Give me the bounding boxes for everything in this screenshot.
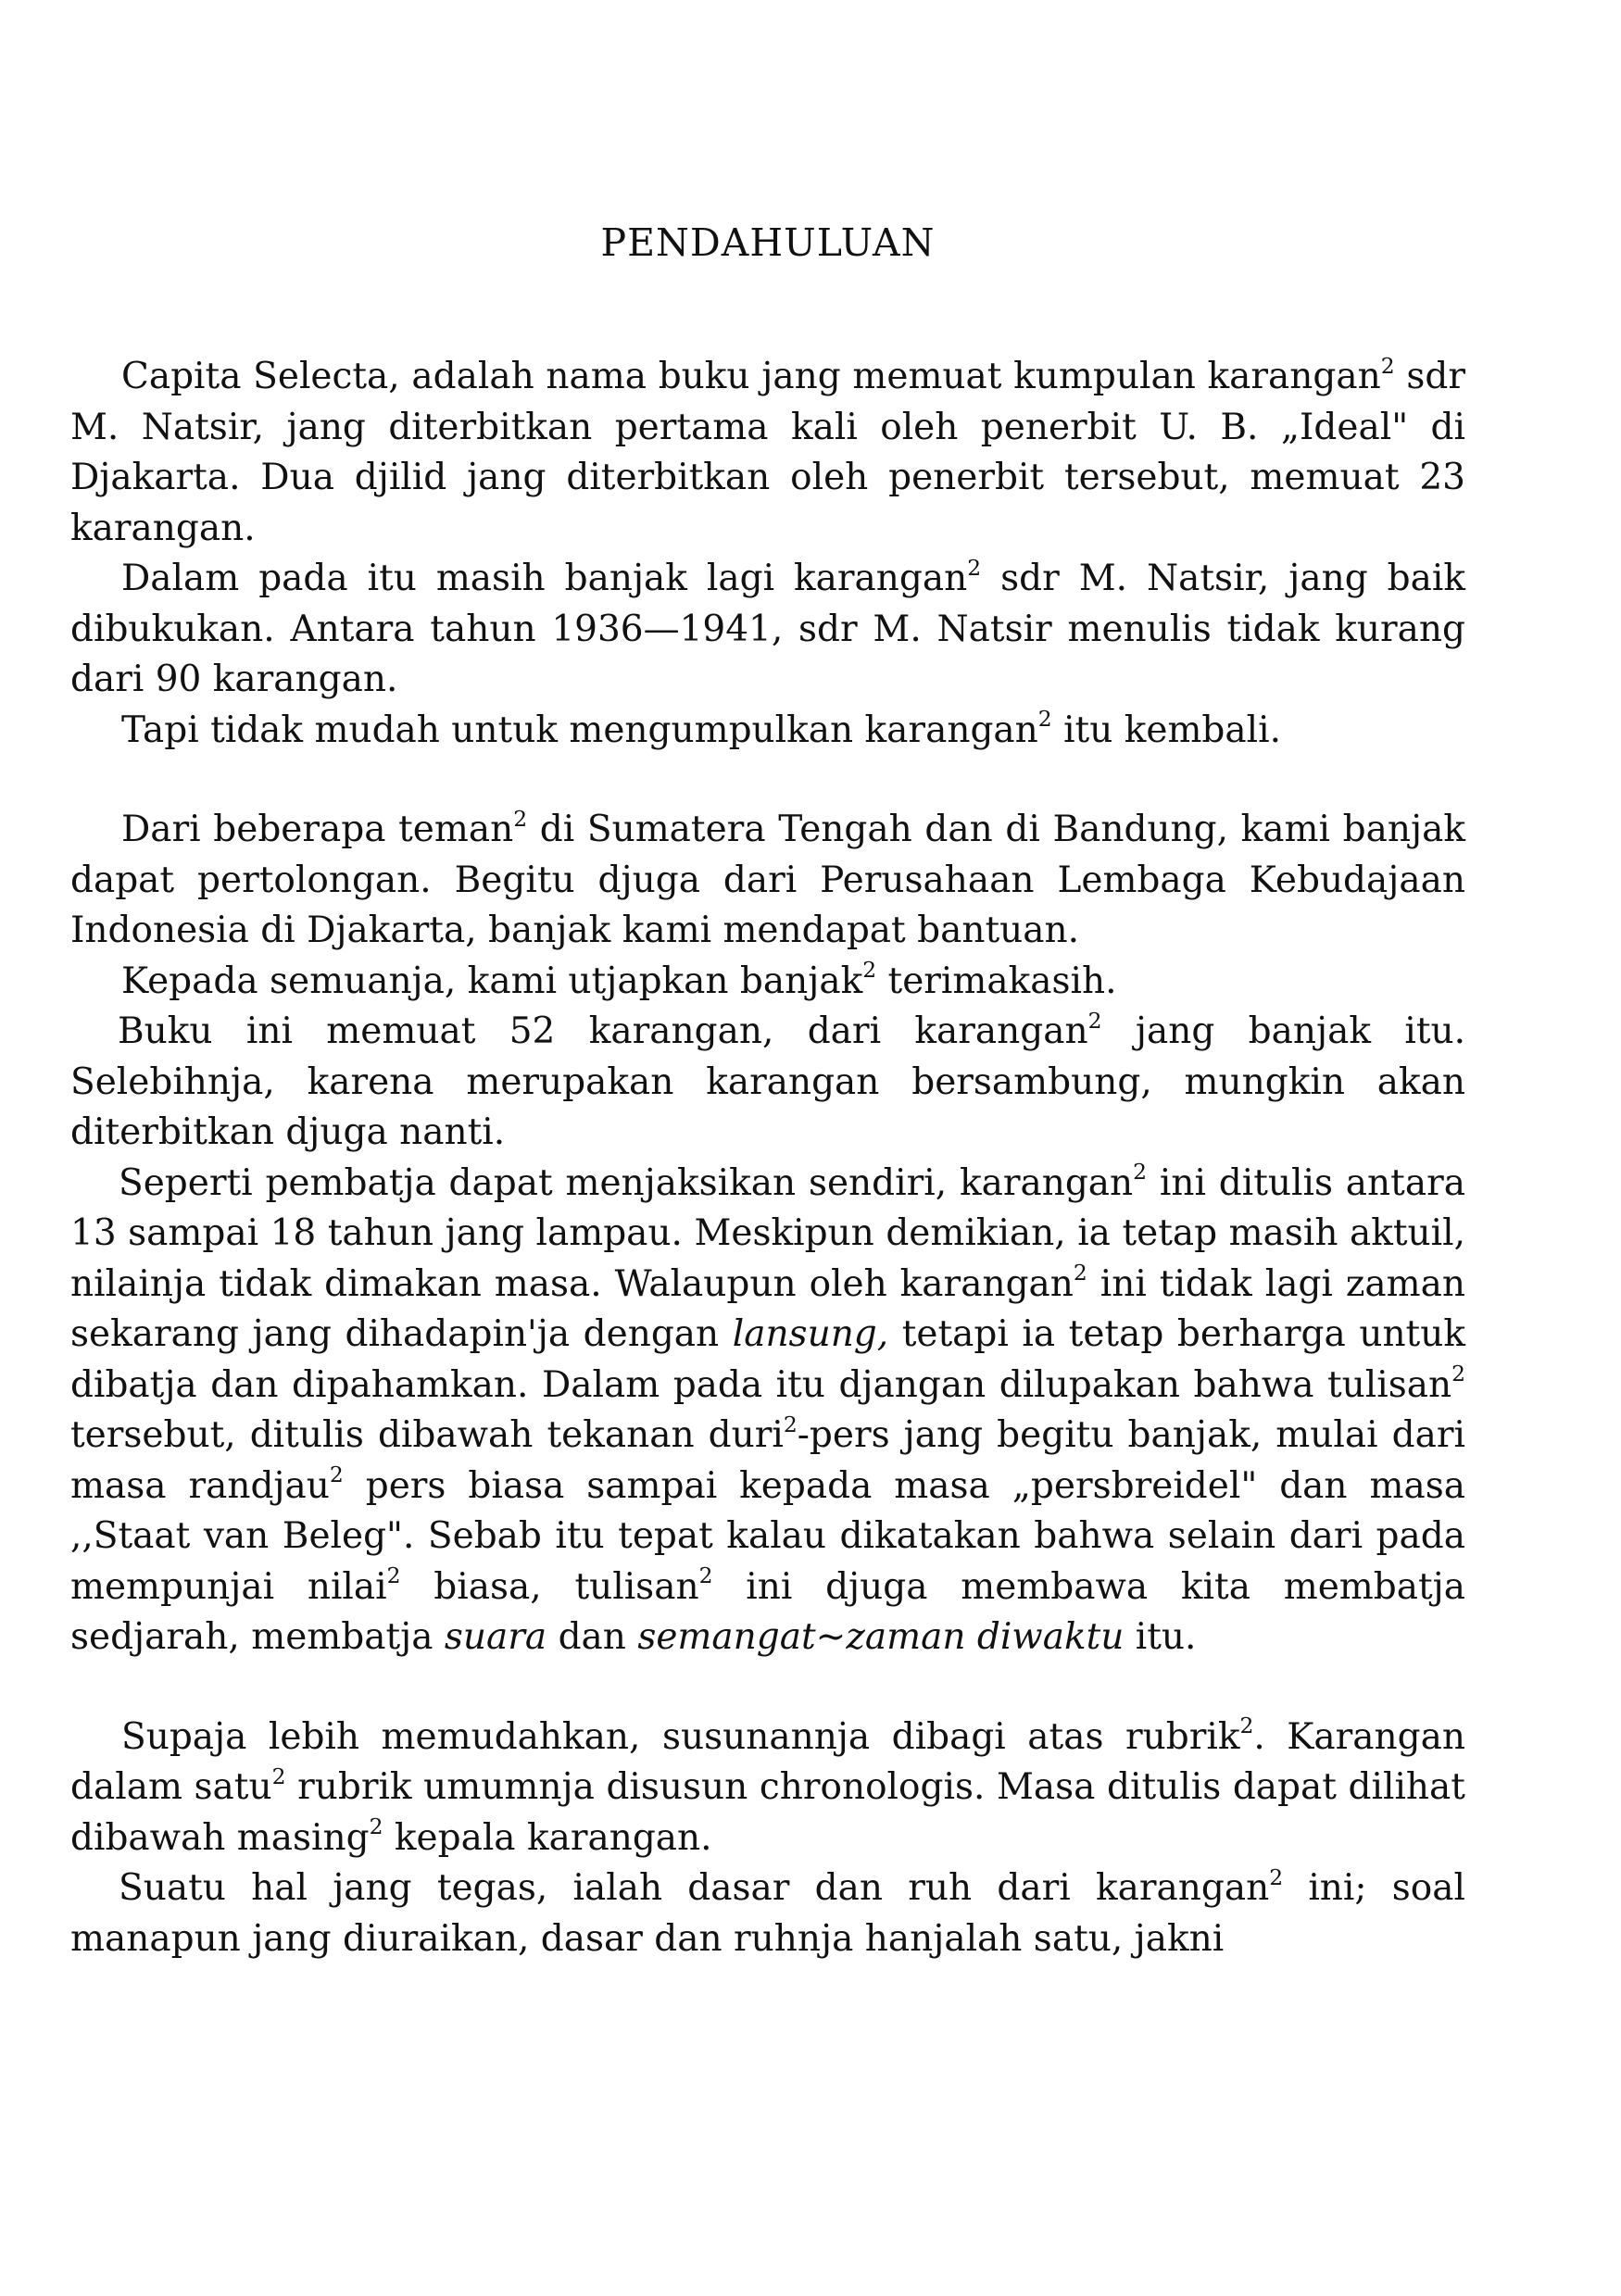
text-run: . Karangan dalam satu (70, 1715, 1466, 1808)
text-run: Buku ini memuat 52 karangan, dari karangan (118, 1010, 1088, 1052)
superscript-mark: 2 (783, 1411, 798, 1437)
paragraph (70, 1007, 1465, 1159)
text-run: jang banjak itu. Selebihnja, karena merupakan karangan bersambung, mungkin akan diterbitkan djuga nanti. (70, 1010, 1465, 1153)
paragraph (70, 706, 1465, 757)
text-run: itu. (1124, 1616, 1197, 1658)
superscript-mark: 2 (1269, 1863, 1284, 1890)
text-run: Seperti pembatja dapat menjaksikan sendiri, karangan (119, 1161, 1134, 1204)
superscript-mark: 2 (386, 1562, 401, 1589)
superscript-mark: 2 (1133, 1159, 1148, 1186)
superscript-mark: 2 (1451, 1361, 1465, 1387)
text-run: biasa, tulisan (400, 1565, 699, 1608)
superscript-mark: 2 (369, 1813, 383, 1840)
text-run: terimakasih. (876, 960, 1117, 1002)
superscript-mark: 2 (1073, 1260, 1087, 1286)
paragraph (70, 554, 1465, 706)
superscript-mark: 2 (967, 554, 982, 581)
text-run: ini; soal manapun jang diuraikan, dasar dan ruhnja hanjalah satu, jakni (70, 1867, 1465, 1960)
text-run: tetapi ia tetap berharga untuk dibatja dan dipahamkan. Dalam pada itu djangan dilupakan bahwa tulisan (70, 1313, 1465, 1406)
text-run: -pers jang begitu banjak, mulai dari masa randjau (70, 1414, 1465, 1507)
paragraph (70, 352, 1465, 554)
paragraph (70, 1863, 1465, 1964)
text-run: Tapi tidak mudah untuk mengumpulkan karangan (121, 709, 1038, 751)
italic-text: lansung, (732, 1313, 889, 1355)
text-run: dan (547, 1616, 638, 1658)
superscript-mark: 2 (271, 1763, 286, 1789)
superscript-mark: 2 (862, 957, 877, 984)
superscript-mark: 2 (1239, 1713, 1254, 1739)
text-run: tersebut, ditulis dibawah tekanan duri (70, 1414, 784, 1456)
superscript-mark: 2 (1037, 706, 1052, 733)
paragraph (70, 1713, 1465, 1864)
page-title: PENDAHULUAN (600, 220, 936, 265)
text-run: Dari beberapa teman (121, 809, 514, 850)
text-run: Supaja lebih memudahkan, susunannja dibagi atas rubrik (121, 1715, 1240, 1758)
paragraph (70, 957, 1465, 1008)
superscript-mark: 2 (1087, 1007, 1102, 1034)
superscript-mark: 2 (698, 1562, 713, 1589)
text-run: sdr M. Natsir, jang baik dibukukan. Antara tahun 1936—1941, sdr M. Natsir menulis tidak kurang dari 90 karangan. (70, 558, 1465, 700)
text-run: Kepada semuanja, kami utjapkan banjak (121, 960, 863, 1002)
text-run: itu kembali. (1051, 709, 1281, 751)
text-run: sdr M. Natsir, jang diterbitkan pertama kali oleh penerbit U. B. „Ideal" di Djakarta. Dua djilid jang diterbitkan oleh penerbit tersebut, memuat 23 karangan. (70, 356, 1465, 549)
paragraph (70, 1159, 1465, 1663)
italic-text: semangat~zaman diwaktu (637, 1616, 1125, 1658)
document-page (70, 215, 1465, 1964)
text-run: Capita Selecta, adalah nama buku jang memuat kumpulan karangan (121, 356, 1381, 397)
text-run: Suatu hal jang tegas, ialah dasar dan ruh dari karangan (119, 1867, 1270, 1909)
paragraph (70, 805, 1465, 957)
superscript-mark: 2 (329, 1462, 344, 1488)
text-run: ini ditulis antara 13 sampai 18 tahun jang lampau. Meskipun demikian, ia tetap masih aktuil, nilainja tidak dimakan masa. Walaupun oleh karangan (70, 1161, 1465, 1305)
text-run: Dalam pada itu masih banjak lagi karangan (121, 558, 968, 599)
italic-text: suara (444, 1616, 547, 1658)
text-run: di Sumatera Tengah dan di Bandung, kami banjak dapat pertolongan. Begitu djuga dari Perusahaan Lembaga Kebudajaan Indonesia di Djakarta, banjak kami mendapat bantuan. (70, 809, 1465, 951)
text-run: pers biasa sampai kepada masa „persbreidel" dan masa ,,Staat van Beleg". Sebab itu tepat kalau dikatakan bahwa selain dari pada mempunjai nilai (70, 1464, 1465, 1608)
text-run: kepala karangan. (383, 1816, 712, 1859)
superscript-mark: 2 (1380, 352, 1395, 379)
superscript-mark: 2 (513, 805, 528, 832)
text-run: ini tidak lagi zaman sekarang jang dihadapin'ja dengan (70, 1262, 1465, 1355)
text-run: ini djuga membawa kita membatja sedjarah, membatja (70, 1565, 1465, 1658)
text-run: rubrik umumnja disusun chronologis. Masa ditulis dapat dilihat dibawah masing (70, 1766, 1465, 1859)
